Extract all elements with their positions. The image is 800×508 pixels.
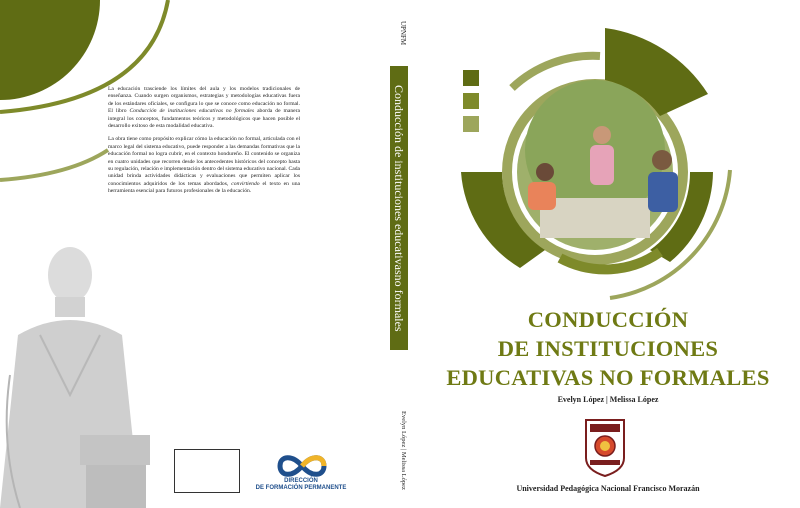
- title-line-3: EDUCATIVAS NO FORMALES: [446, 365, 770, 390]
- book-title: [418, 305, 798, 392]
- back-cover-blurb: [108, 86, 300, 202]
- title-line-1: CONDUCCIÓN: [527, 307, 689, 332]
- blurb-paragraph-1: La educación trasciende los límites del aula y los modelos tradicionales de enseñanza. Cuando surgen organismos, estrategias y metodologías educativas fuera de los estándares oficiales, se configura lo que se conoce como educación no formal. El libro Conducción de instituciones educativas no formales aborda de manera integral los conceptos, fundamentos teóricos y metodológicos que hacen posible el desarrollo exitoso de esta modalidad educativa.: [108, 86, 300, 130]
- person-boy-right-body: [648, 172, 678, 212]
- back-arc-2: [0, 150, 108, 180]
- person-teacher-body: [590, 145, 614, 185]
- square-3: [463, 116, 479, 132]
- university-name: Universidad Pedagógica Nacional Francisco Morazán: [516, 484, 700, 493]
- blurb-paragraph-2: La obra tiene como propósito explicar cómo la educación no formal, articulada con el marco legal del sistema educativo, puede responder a las demandas formativas que la educación formal no logra cubrir, en el contexto hondureño. El contenido se organiza en cuatro unidades que recorren desde los antecedentes históricos del concepto hasta su regulación, relación e implementación dentro del sistema educativo nacional. Cada unidad brinda actividades didácticas y evaluaciones que permiten aplicar los conocimientos adquiridos de los temas abordados, convirtiendo el texto en una herramienta esencial para futuros profesionales de la educación.: [108, 136, 301, 195]
- statue-image: [0, 245, 160, 508]
- person-boy-left-body: [528, 182, 556, 210]
- photo-table: [540, 198, 650, 238]
- person-teacher-head: [593, 126, 611, 144]
- spine-title: Conducción de instituciones educativasno formales: [392, 84, 406, 332]
- person-boy-left-head: [536, 163, 554, 181]
- university-seal-icon: [580, 416, 630, 478]
- dfp-logo-text: DIRECCIÓN DE FORMACIÓN PERMANENTE: [255, 478, 347, 491]
- book-authors: Evelyn López | Melissa López: [557, 395, 659, 404]
- spine-publisher: UPNFM: [399, 20, 407, 46]
- square-2: [463, 93, 479, 109]
- square-1: [463, 70, 479, 86]
- spine-authors: Evelyn López | Melissa López: [400, 410, 407, 490]
- title-line-2: DE INSTITUCIONES: [497, 336, 719, 361]
- person-boy-right-head: [652, 150, 672, 170]
- barcode-placeholder: [174, 449, 240, 493]
